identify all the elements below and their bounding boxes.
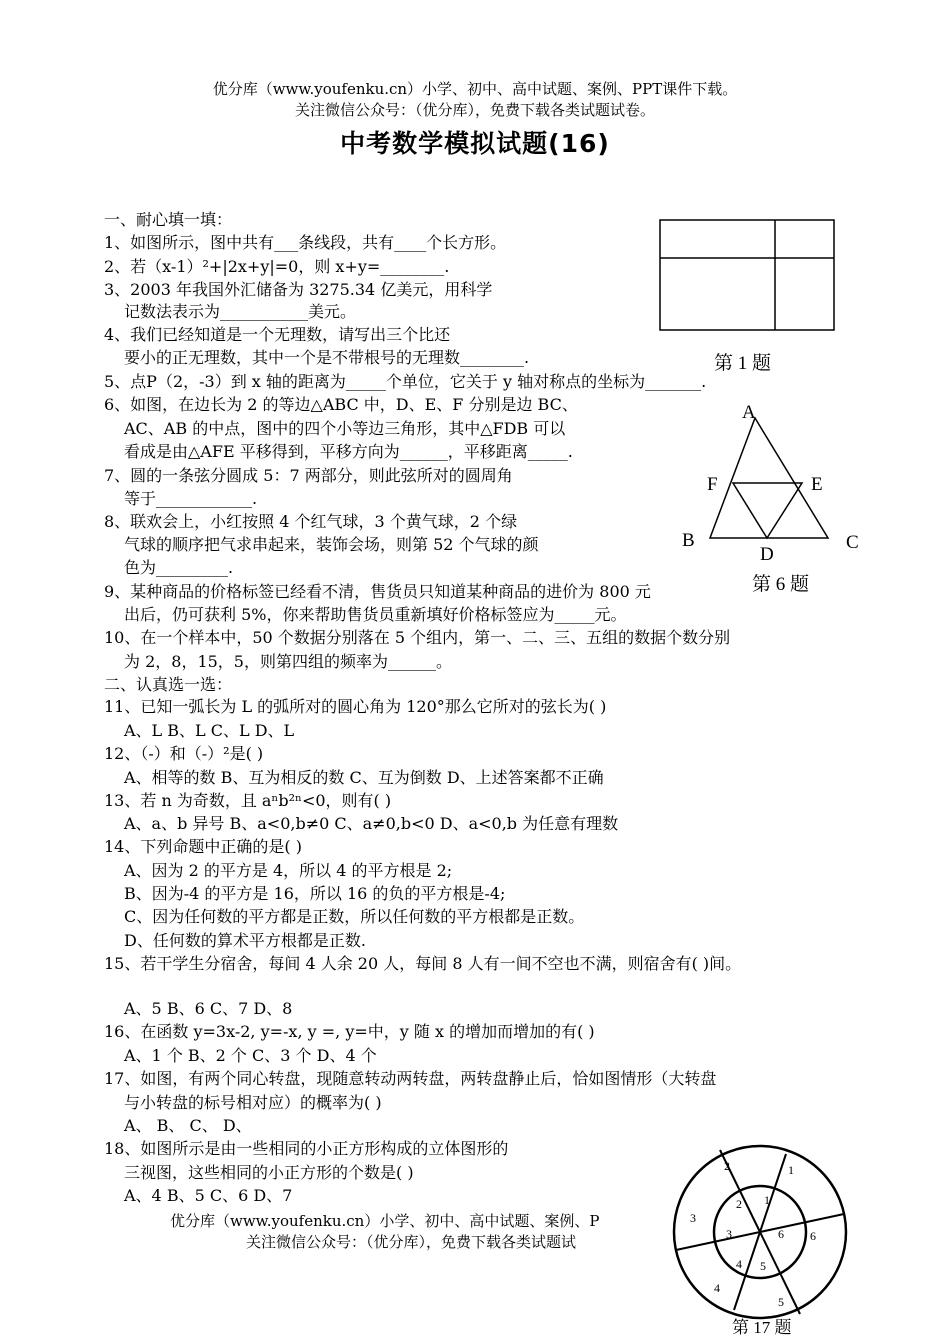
section-1-heading: 一、耐心填一填：	[104, 210, 233, 229]
question-10: 10、在一个样本中，50 个数据分别落在 5 个组内，第一、二、三、五组的数据个数分别	[104, 628, 731, 647]
fig6-label-e: E	[811, 474, 823, 495]
header-line-2: 关注微信公众号：（优分库），免费下载各类试题试卷。	[294, 101, 655, 119]
question-13: 13、若 n 为奇数，且 aⁿb²ⁿ<0，则有( )	[104, 791, 392, 810]
fig17-outer-label-6: 6	[810, 1229, 816, 1243]
question-4-cont: 要小的正无理数，其中一个是不带根号的无理数________.	[124, 348, 530, 367]
figure-1-caption: 第 1 题	[714, 353, 772, 374]
question-5: 5、点P（2，-3）到 x 轴的距离为_____个单位，它关于 y 轴对称点的坐标为_______.	[104, 372, 707, 391]
question-6: 6、如图，在边长为 2 的等边△ABC 中，D、E、F 分别是边 BC、	[104, 395, 578, 414]
question-11: 11、已知一弧长为 L 的弧所对的圆心角为 120°那么它所对的弦长为( )	[104, 697, 607, 716]
fig17-inner-label-2: 2	[736, 1197, 742, 1211]
fig1-outer-rect	[660, 220, 834, 330]
fig17-inner-label-5: 5	[760, 1259, 766, 1273]
question-18-cont: 三视图，这些相同的小正方形的个数是( )	[124, 1163, 414, 1182]
question-15-options: A、5 B、6 C、7 D、8	[124, 999, 293, 1018]
figure-17-spinners	[668, 1140, 852, 1324]
fig17-outer-label-4: 4	[714, 1281, 720, 1295]
question-6-cont-1: AC、AB 的中点，图中的四个小等边三角形，其中△FDB 可以	[124, 419, 566, 438]
question-10-cont: 为 2，8，15，5，则第四组的频率为______。	[124, 652, 452, 671]
figure-1-rectangles	[658, 218, 838, 334]
question-18-options: A、4 B、5 C、6 D、7	[124, 1186, 293, 1205]
fig17-inner-label-4: 4	[736, 1257, 742, 1271]
fig6-inner-triangle	[733, 483, 802, 538]
fig6-label-b: B	[682, 530, 695, 551]
question-14-option-b: B、因为-4 的平方是 16，所以 16 的负的平方根是-4;	[124, 884, 506, 903]
question-1: 1、如图所示，图中共有___条线段，共有____个长方形。	[104, 233, 507, 252]
fig17-outer-label-3: 3	[690, 1211, 696, 1225]
section-2-heading: 二、认真选一选：	[104, 675, 233, 694]
fig17-inner-label-1: 1	[764, 1193, 770, 1207]
fig6-label-f: F	[707, 474, 718, 495]
fig6-label-c: C	[846, 532, 859, 553]
question-3-cont: 记数法表示为___________美元。	[124, 302, 357, 321]
fig17-outer-label-2: 2	[724, 1159, 730, 1173]
question-14-option-a: A、因为 2 的平方是 4，所以 4 的平方根是 2;	[124, 861, 453, 880]
question-11-options: A、L B、L C、L D、L	[124, 721, 295, 740]
fig17-spoke-3	[676, 1232, 760, 1250]
question-15: 15、若干学生分宿舍，每间 4 人余 20 人，每间 8 人有一间不空也不满，则宿舍有( )间。	[104, 954, 742, 973]
question-16: 16、在函数 y=3x-2, y=-x, y =, y=中，y 随 x 的增加而增加的有( )	[104, 1022, 595, 1041]
footer-line-2: 关注微信公众号：（优分库），免费下载各类试题试	[246, 1233, 577, 1251]
footer-line-1: 优分库（www.youfenku.cn）小学、初中、高中试题、案例、P	[170, 1212, 600, 1230]
question-8-cont-1: 气球的顺序把气求串起来，装饰会场，则第 52 个气球的颜	[124, 535, 539, 554]
question-14: 14、下列命题中正确的是( )	[104, 837, 302, 856]
question-3: 3、2003 年我国外汇储备为 3275.34 亿美元，用科学	[104, 280, 493, 299]
header-line-1: 优分库（www.youfenku.cn）小学、初中、高中试题、案例、PPT课件下载。	[212, 80, 738, 98]
fig17-outer-label-1: 1	[788, 1163, 794, 1177]
fig6-label-d: D	[760, 544, 774, 565]
question-17-options: A、 B、 C、 D、	[124, 1116, 252, 1135]
question-12-options: A、相等的数 B、互为相反的数 C、互为倒数 D、上述答案都不正确	[124, 768, 604, 787]
fig17-spoke-4	[760, 1214, 844, 1232]
figure-6-triangle	[676, 398, 866, 566]
question-16-options: A、1 个 B、2 个 C、3 个 D、4 个	[124, 1046, 377, 1065]
question-17-cont: 与小转盘的标号相对应）的概率为( )	[124, 1093, 382, 1112]
question-18: 18、如图所示是由一些相同的小正方形构成的立体图形的	[104, 1139, 509, 1158]
question-9: 9、某种商品的价格标签已经看不清，售货员只知道某种商品的进价为 800 元	[104, 582, 651, 601]
question-8: 8、联欢会上，小红按照 4 个红气球，3 个黄气球，2 个绿	[104, 512, 518, 531]
question-12: 12、（-）和（-）²是( )	[104, 744, 264, 763]
question-4: 4、我们已经知道是一个无理数，请写出三个比还	[104, 325, 451, 344]
question-2: 2、若（x-1）²+|2x+y|=0，则 x+y=________.	[104, 257, 450, 276]
question-7: 7、圆的一条弦分圆成 5：7 两部分，则此弦所对的圆周角	[104, 466, 513, 485]
figure-6-caption: 第 6 题	[752, 574, 810, 595]
question-6-cont-2: 看成是由△AFE 平移得到，平移方向为______，平移距离_____.	[124, 442, 573, 461]
question-14-option-c: C、因为任何数的平方都是正数，所以任何数的平方根都是正数。	[124, 907, 585, 926]
question-13-options: A、a、b 异号 B、a<0,b≠0 C、a≠0,b<0 D、a<0,b 为任意有理数	[124, 814, 619, 833]
question-14-option-d: D、任何数的算术平方根都是正数.	[124, 931, 366, 950]
fig6-label-a: A	[742, 402, 756, 423]
question-17: 17、如图，有两个同心转盘，现随意转动两转盘，两转盘静止后，恰如图情形（大转盘	[104, 1069, 717, 1088]
figure-17-caption: 第 17 题	[732, 1318, 792, 1337]
fig17-inner-label-3: 3	[726, 1227, 732, 1241]
fig17-outer-label-5: 5	[778, 1295, 784, 1309]
question-7-cont: 等于____________.	[124, 489, 258, 508]
question-8-cont-2: 色为_________.	[124, 558, 234, 577]
page-title: 中考数学模拟试题(16)	[340, 129, 610, 158]
question-9-cont: 出后，仍可获利 5%，你来帮助售货员重新填好价格标签应为_____元。	[124, 605, 627, 624]
fig17-inner-label-6: 6	[778, 1227, 784, 1241]
